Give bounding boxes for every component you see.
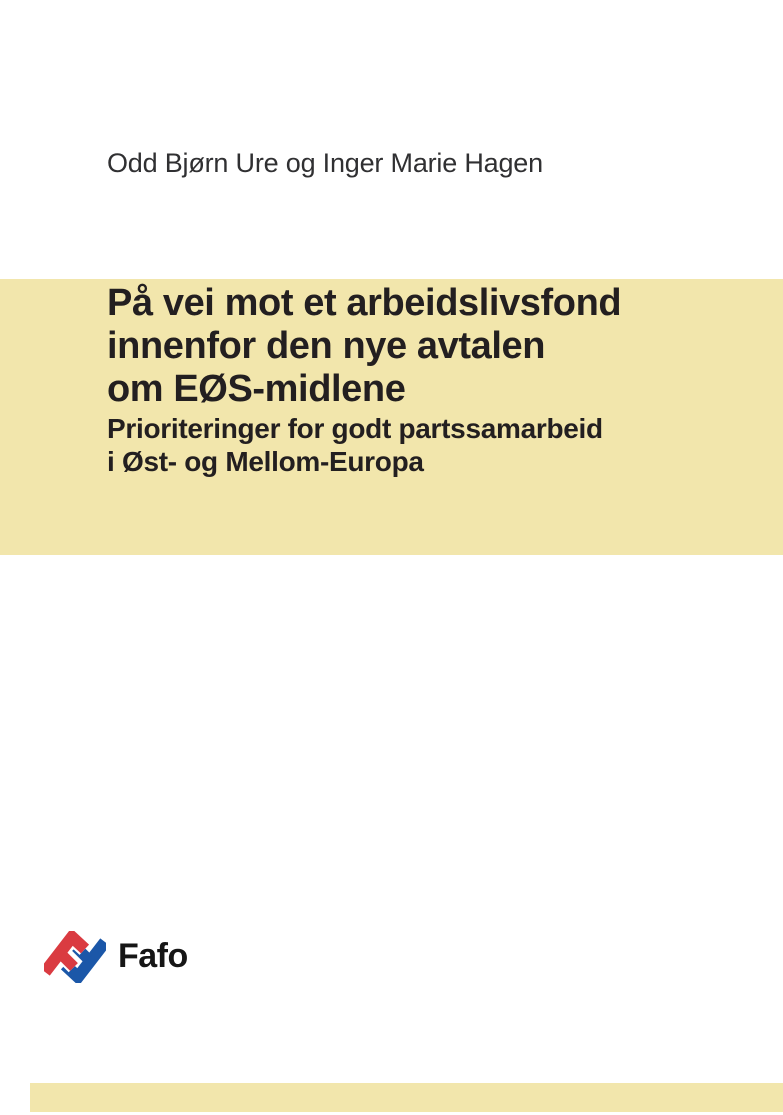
- title-band: [0, 279, 783, 555]
- report-title-line: innenfor den nye avtalen: [107, 325, 546, 367]
- report-title-line: På vei mot et arbeidslivsfond: [107, 282, 622, 324]
- fafo-logo-text: Fafo: [118, 936, 188, 975]
- report-title: [0, 279, 783, 411]
- footer-accent-strip: [30, 1083, 783, 1112]
- author-names: Odd Bjørn Ure og Inger Marie Hagen: [107, 148, 543, 178]
- report-title-line: om EØS-midlene: [107, 368, 406, 410]
- report-subtitle-line: i Øst- og Mellom-Europa: [107, 446, 424, 477]
- fafo-logomark-icon: [44, 931, 106, 983]
- report-subtitle: [0, 411, 783, 478]
- fafo-logo: [44, 931, 188, 983]
- report-subtitle-line: Prioriteringer for godt partssamarbeid: [107, 413, 603, 444]
